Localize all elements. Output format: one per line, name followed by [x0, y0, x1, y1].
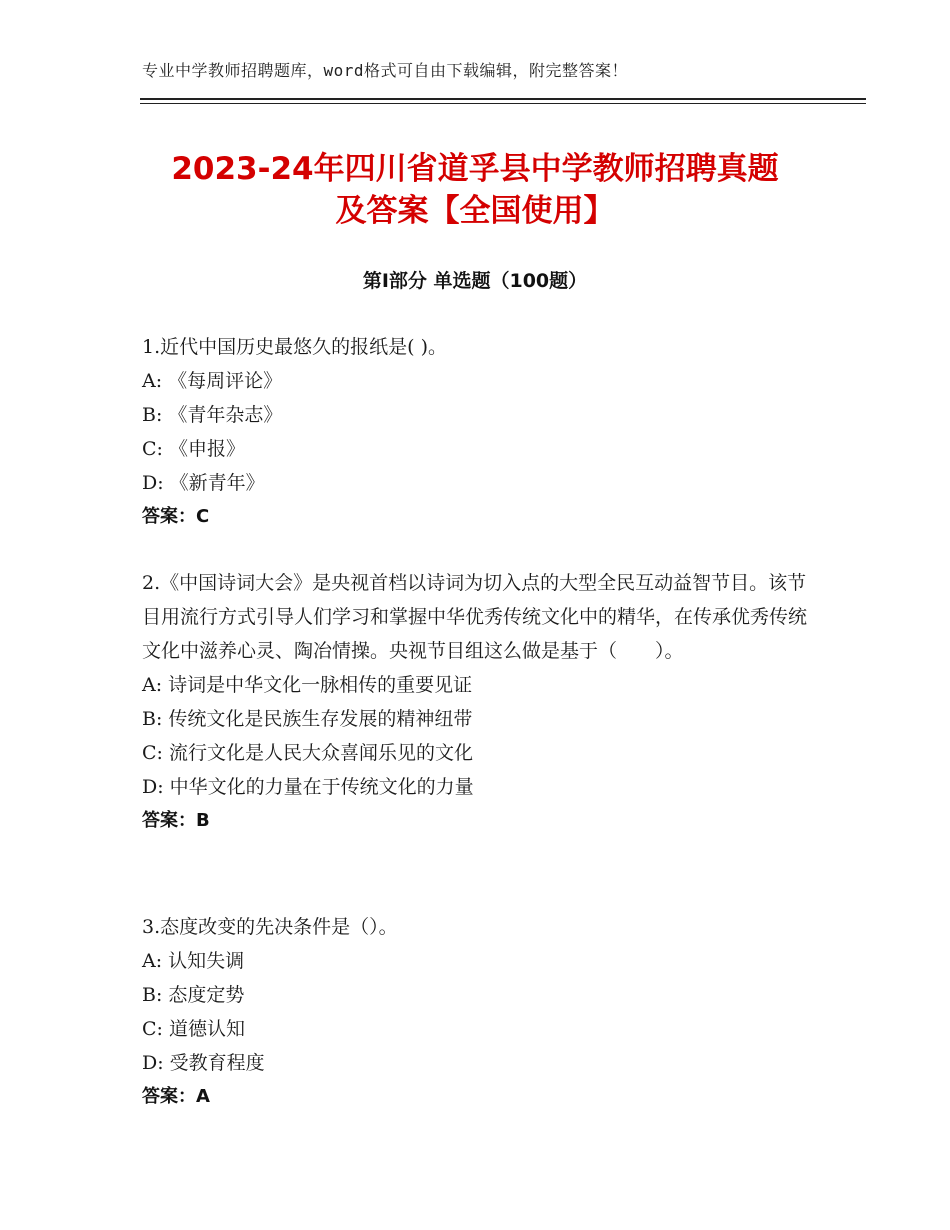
option-c: C: 道德认知 — [142, 1018, 245, 1040]
question-3 — [142, 910, 812, 1114]
page-title — [100, 148, 850, 232]
option-a: A: 认知失调 — [142, 950, 245, 972]
question-text: 1.近代中国历史最悠久的报纸是( )。 — [142, 336, 447, 358]
question-text: 2.《中国诗词大会》是央视首档以诗词为切入点的大型全民互动益智节目。该节目用流行方式引导人们学习和掌握中华优秀传统文化中的精华，在传承优秀传统文化中滋养心灵、陶冶情操。央视节目组这么做是基于（ ）。 — [142, 572, 808, 662]
option-a: A: 《每周评论》 — [142, 370, 283, 392]
option-b: B: 态度定势 — [142, 984, 245, 1006]
title-line-2: 及答案【全国使用】 — [335, 193, 615, 229]
question-text: 3.态度改变的先决条件是（）。 — [142, 916, 398, 938]
option-b: B: 《青年杂志》 — [142, 404, 283, 426]
option-d: D: 《新青年》 — [142, 472, 265, 494]
section-heading: 第Ⅰ部分 单选题（100题） — [362, 270, 588, 292]
header-note: 专业中学教师招聘题库，word格式可自由下载编辑，附完整答案！ — [142, 61, 629, 80]
title-line-1: 2023-24年四川省道孚县中学教师招聘真题 — [171, 151, 779, 187]
answer: 答案：B — [142, 810, 210, 831]
option-d: D: 受教育程度 — [142, 1052, 265, 1074]
answer: 答案：C — [142, 506, 210, 527]
question-1 — [142, 330, 812, 534]
header-divider-thin — [140, 103, 866, 104]
option-b: B: 传统文化是民族生存发展的精神纽带 — [142, 708, 473, 730]
header-divider-thick — [140, 98, 866, 100]
option-d: D: 中华文化的力量在于传统文化的力量 — [142, 776, 474, 798]
option-c: C: 《申报》 — [142, 438, 245, 460]
option-c: C: 流行文化是人民大众喜闻乐见的文化 — [142, 742, 473, 764]
question-2 — [142, 566, 812, 838]
option-a: A: 诗词是中华文化一脉相传的重要见证 — [142, 674, 473, 696]
answer: 答案：A — [142, 1086, 210, 1107]
